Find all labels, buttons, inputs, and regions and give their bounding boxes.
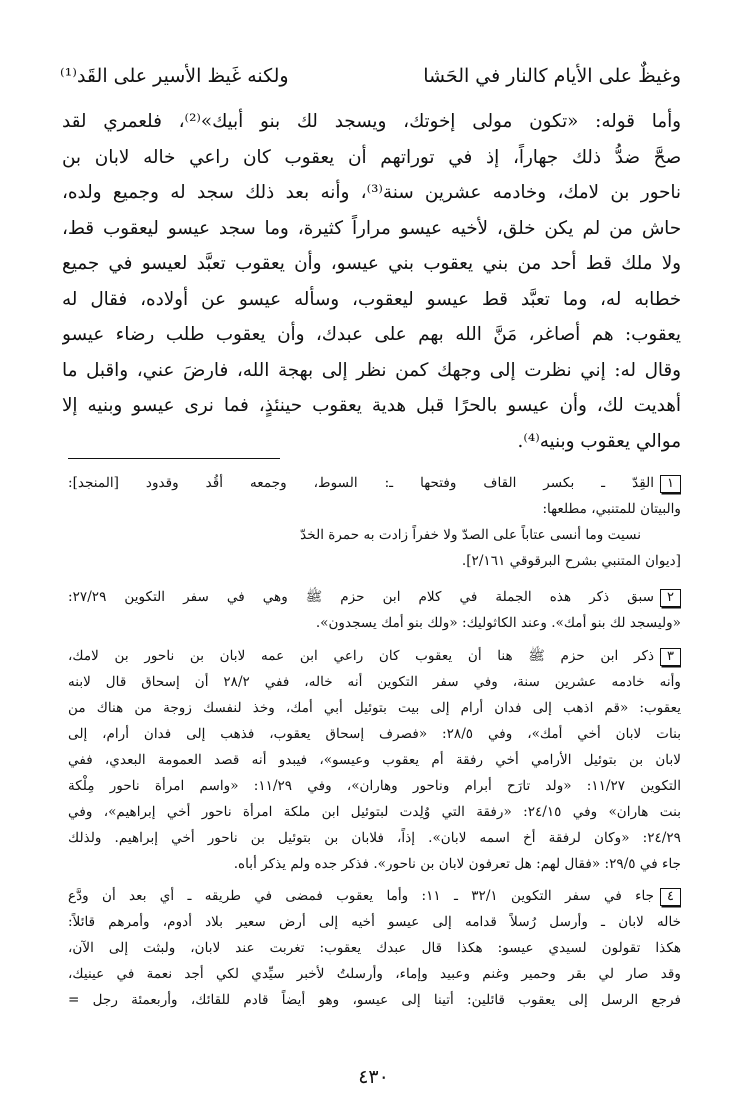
footnote-number: ٢ <box>660 589 681 607</box>
footnote-number: ٤ <box>660 888 681 906</box>
page-number: ٤٣٠ <box>358 1066 389 1088</box>
main-line: موالي يعقوب وبنيه⁽⁴⁾. <box>517 430 681 452</box>
verse-first-hemistich: وغيظٌ على الأيام كالنار في الحَشا <box>423 65 681 87</box>
footnote-3 <box>68 643 681 877</box>
footnote-line: والبيتان للمتنبي، مطلعها: <box>542 501 681 517</box>
footnote-line: بنت هاران» وفي ٢٤/١٥: «رفقة التي وُلِدت لبتوئيل ابن ملكة امرأة ناحور أخي إبراهيم»، وفي <box>68 804 681 820</box>
poem-first-hemistich: نسيت وما أنسى عتاباً على الصدّ <box>461 527 641 543</box>
footnote-poem <box>68 522 681 548</box>
main-line: أهديت لك، وأن عيسو بالحرًا قبل هدية يعقوب حينئذٍ، فما نرى عيسو وبنيه إلا <box>62 395 681 416</box>
footnote-line: خاله لابان ـ وأرسل رُسلاً قدامه إلى عيسو أخيه إلى أرض سعير بلاد أدوم، وأمرهم قائلاً: <box>68 914 681 930</box>
footnote-1 <box>68 470 681 574</box>
poem-verse <box>60 56 681 96</box>
poem-second-hemistich: ولا خفراً زادت به حمرة الخدّ <box>300 527 458 543</box>
main-text <box>62 104 681 459</box>
footnote-line: ذكر ابن حزم ﷺ هنا أن يعقوب كان راعي ابن عمه لابان بن ناحور بن لامك، <box>68 648 655 664</box>
verse-second-hemistich: ولكنه غَيظ الأسير على القَد⁽¹⁾ <box>60 65 289 87</box>
footnote-separator <box>68 458 280 459</box>
footnote-line: هكذا تقولون لسيدي عيسو: هكذا قال عبدك يعقوب: تغربت عند لابان، ولبثت إلى الآن، <box>68 940 681 956</box>
footnote-line: سبق ذكر هذه الجملة في كلام ابن حزم ﷺ وهي في سفر التكوين ٢٧/٢٩: <box>68 589 655 605</box>
footnote-line: «وليسجد لك بنو أمك». وعند الكاثوليك: «ولك بنو أمك يسجدون». <box>315 615 681 631</box>
footnote-line: وقد صار لي بقر وحمير وغنم وعبيد وإماء، وأرسلتُ لأخبر سيِّدي لكي أجد نعمة في عينيك، <box>68 966 681 982</box>
footnote-line: جاء في ٢٩/٥: «فقال لهم: هل تعرفون لابان بن ناحور». فذكر جده ولم يذكر أباه. <box>233 856 681 872</box>
footnote-number: ١ <box>660 475 681 493</box>
footnote-line: لابان بن بتوئيل الأرامي أخي رفقة أم يعقوب وعيسو»، فيبدو أنه قصد العمومة البعدي، ففي <box>68 752 681 768</box>
main-line: يعقوب: هم أصاغر، مَنَّ الله بهم على عبدك، وأن يعقوب طلب رضاء عيسو <box>62 324 681 345</box>
footnote-line: فرجع الرسل إلى يعقوب قائلين: أتينا إلى عيسو، وهو أيضاً قادم للقائك، وأربعمئة رجل = <box>68 992 681 1008</box>
footnote-line: ٢٤/٢٩: «وكان لرفقة أخ اسمه لابان». إذاً، فلابان بن بتوئيل بن ناحور أخي إبراهيم. ولذلك <box>68 830 681 846</box>
footnote-line: [ديوان المتنبي بشرح البرقوقي ٢/١٦١]. <box>461 553 681 569</box>
main-line: خطابه له، وما تعبَّد قط عيسو ليعقوب، وسأله عيسو عن أولاده، فقال له <box>62 288 681 310</box>
main-line: وأما قوله: «تكون مولى إخوتك، ويسجد لك بنو أبيك»⁽²⁾، فلعمري لقد <box>62 111 681 132</box>
footnote-line: جاء في سفر التكوين ٣٢/١ ـ ١١: وأما يعقوب فمضى في طريقه ـ أي بعد أن ودَّع <box>68 888 655 904</box>
footnote-line: التكوين ١١/٢٧: «ولد تارَح أبرام وناحور وهاران»، وفي ١١/٢٩: «واسم امرأة ناحور مِلْكة <box>68 778 681 794</box>
footnote-line: يعقوب: «قم اذهب إلى فدان أرام إلى بيت بتوئيل أبي أمك، وخذ لنفسك زوجة من هناك من <box>68 700 681 716</box>
footnote-line: بنات لابان أخي أمك»، وفي ٢٨/٥: «فصرف إسحاق يعقوب، فذهب إلى فدان أرام، إلى <box>68 726 681 742</box>
main-line: صحَّ ضدُّ ذلك جهاراً، إذ في توراتهم أن يعقوب كان راعي خاله لابان بن <box>62 146 681 168</box>
footnote-line: القِدّ ـ بكسر القاف وفتحها ـ: السوط، وجمعه أقُد وقدود [المنجد]: <box>68 475 655 491</box>
footnote-number: ٣ <box>660 648 681 666</box>
main-line: ناحور بن لامك، وخادمه عشرين سنة⁽³⁾، وأنه بعد ذلك سجد له وجميع ولده، <box>62 182 681 203</box>
main-line: حاش من لم يكن خلق، لأخيه عيسو مراراً كثيرة، وما سجد عيسو ليعقوب قط، <box>62 217 681 239</box>
main-line: وقال له: إني نظرت إلى وجهك كمن نظر إلى بهجة الله، فارضَ عني، واقبل ما <box>62 359 681 381</box>
footnote-4 <box>68 883 681 1013</box>
footnote-line: وأنه خادمه عشرين سنة، وفي سفر التكوين أنه خاله، ففي ٢٨/٢ أن إسحاق قال لابنه <box>68 674 681 690</box>
footnote-2 <box>68 584 681 636</box>
main-line: ولا ملك قط أحد من بني يعقوب بني عيسو، وأن يعقوب تعبَّد لعيسو في جميع <box>62 253 681 274</box>
